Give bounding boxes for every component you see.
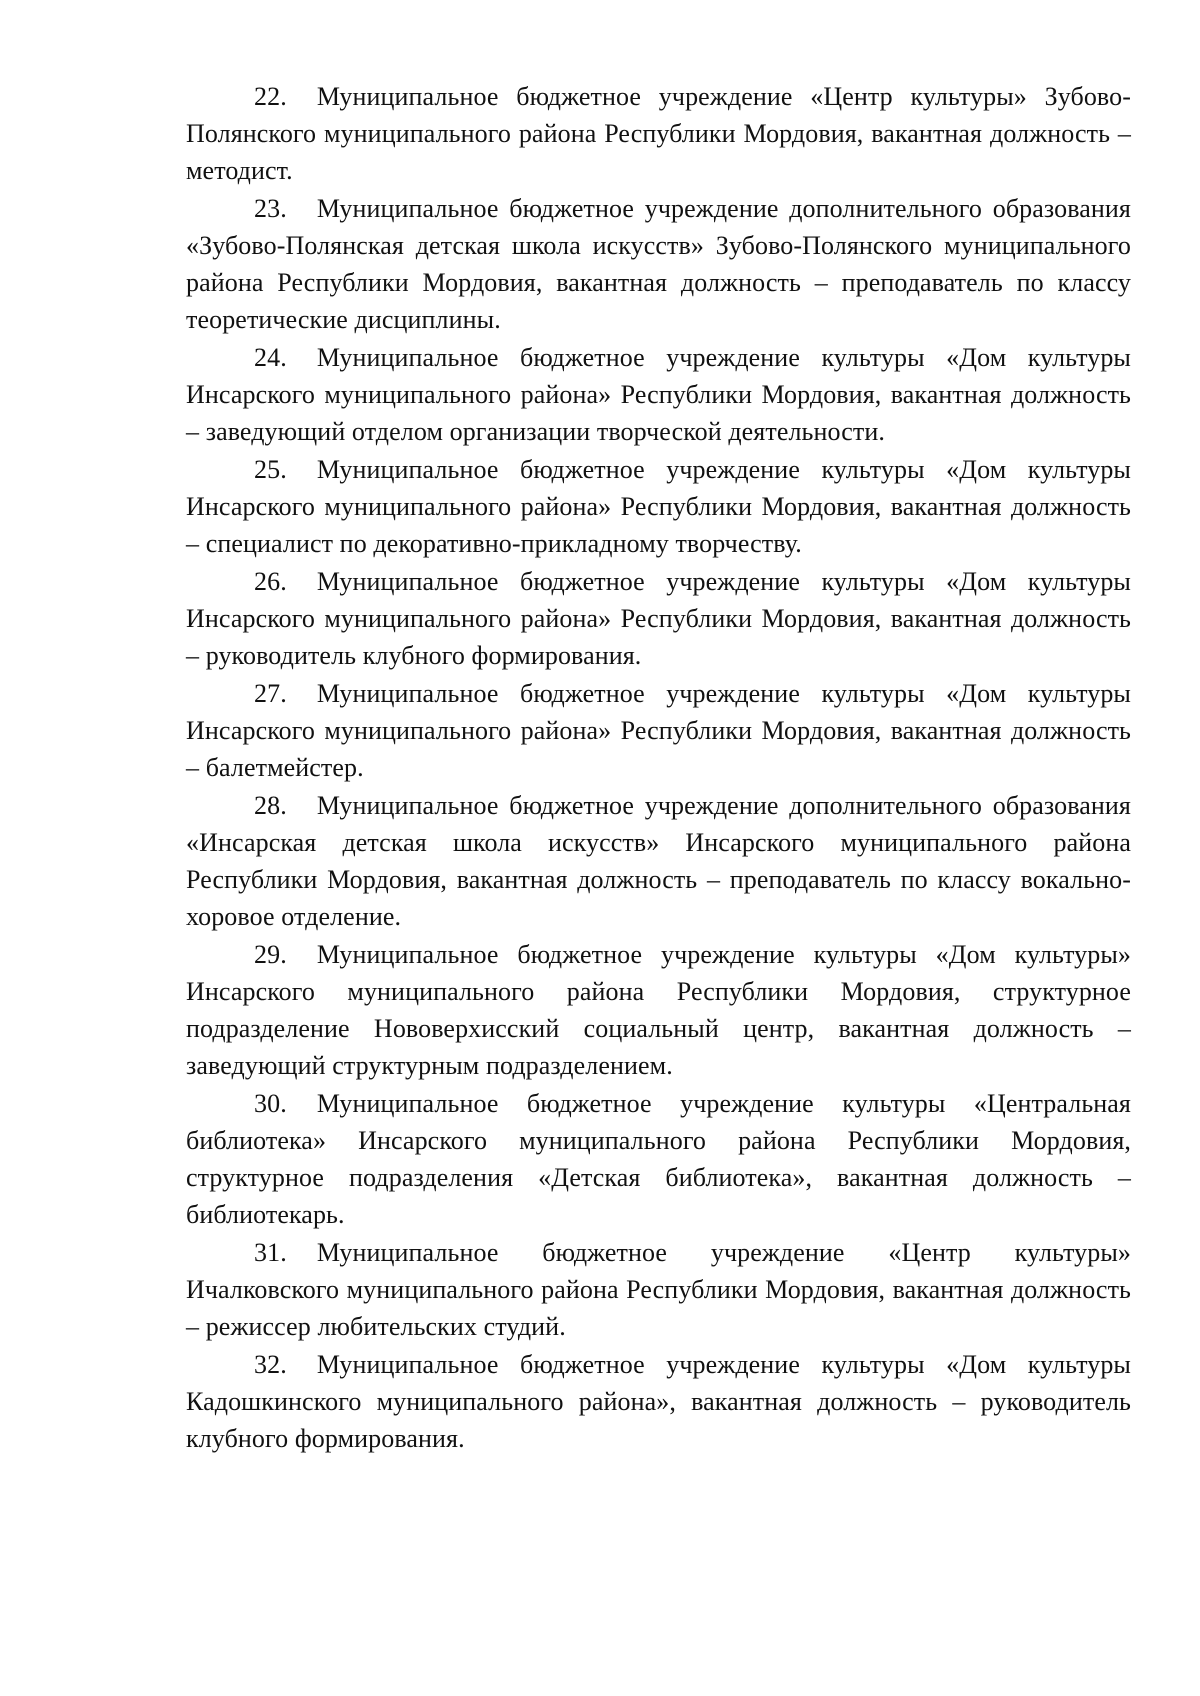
list-item: [186, 936, 1131, 1084]
item-text: Муниципальное бюджетное учреждение культуры «Дом культуры Инсарского муниципального района» Республики Мордовия, вакантная должность – балетмейстер.: [186, 679, 1131, 782]
item-number: 24.: [254, 343, 287, 372]
item-number: 29.: [254, 940, 287, 969]
list-item: [186, 787, 1131, 935]
item-text: Муниципальное бюджетное учреждение культуры «Дом культуры Инсарского муниципального района» Республики Мордовия, вакантная должность – специалист по декоративно-прикладному творчеству.: [186, 455, 1131, 558]
item-number: 31.: [254, 1238, 287, 1267]
item-text: Муниципальное бюджетное учреждение «Центр культуры» Ичалковского муниципального района Республики Мордовия, вакантная должность – режиссер любительских студий.: [186, 1238, 1131, 1341]
list-item: [186, 78, 1131, 189]
item-text: Муниципальное бюджетное учреждение культуры «Дом культуры Инсарского муниципального района» Республики Мордовия, вакантная должность – руководитель клубного формирования.: [186, 567, 1131, 670]
item-text: Муниципальное бюджетное учреждение культуры «Центральная библиотека» Инсарского муниципального района Республики Мордовия, структурное подразделения «Детская библиотека», вакантная должность – библиотекарь.: [186, 1089, 1131, 1229]
item-number: 22.: [254, 82, 287, 111]
item-number: 26.: [254, 567, 287, 596]
item-text: Муниципальное бюджетное учреждение «Центр культуры» Зубово-Полянского муниципального района Республики Мордовия, вакантная должность – методист.: [186, 82, 1131, 185]
item-text: Муниципальное бюджетное учреждение дополнительного образования «Зубово-Полянская детская школа искусств» Зубово-Полянского муниципального района Республики Мордовия, вакантная должность – преподаватель по классу теоретические дисциплины.: [186, 194, 1131, 334]
list-item: [186, 190, 1131, 338]
list-item: [186, 1085, 1131, 1233]
item-number: 27.: [254, 679, 287, 708]
list-item: [186, 563, 1131, 674]
list-item: [186, 339, 1131, 450]
list-item: [186, 675, 1131, 786]
item-number: 23.: [254, 194, 287, 223]
list-item: [186, 1234, 1131, 1345]
item-number: 30.: [254, 1089, 287, 1118]
item-text: Муниципальное бюджетное учреждение культуры «Дом культуры» Инсарского муниципального района Республики Мордовия, структурное подразделение Нововерхисский социальный центр, вакантная должность – заведующий структурным подразделением.: [186, 940, 1131, 1080]
item-number: 28.: [254, 791, 287, 820]
item-text: Муниципальное бюджетное учреждение культуры «Дом культуры Кадошкинского муниципального района», вакантная должность – руководитель клубного формирования.: [186, 1350, 1131, 1453]
document-body: [186, 78, 1131, 1458]
item-number: 32.: [254, 1350, 287, 1379]
item-text: Муниципальное бюджетное учреждение дополнительного образования «Инсарская детская школа искусств» Инсарского муниципального района Республики Мордовия, вакантная должность – преподаватель по классу вокально-хоровое отделение.: [186, 791, 1131, 931]
list-item: [186, 1346, 1131, 1457]
item-number: 25.: [254, 455, 287, 484]
list-item: [186, 451, 1131, 562]
item-text: Муниципальное бюджетное учреждение культуры «Дом культуры Инсарского муниципального района» Республики Мордовия, вакантная должность – заведующий отделом организации творческой деятельности.: [186, 343, 1131, 446]
